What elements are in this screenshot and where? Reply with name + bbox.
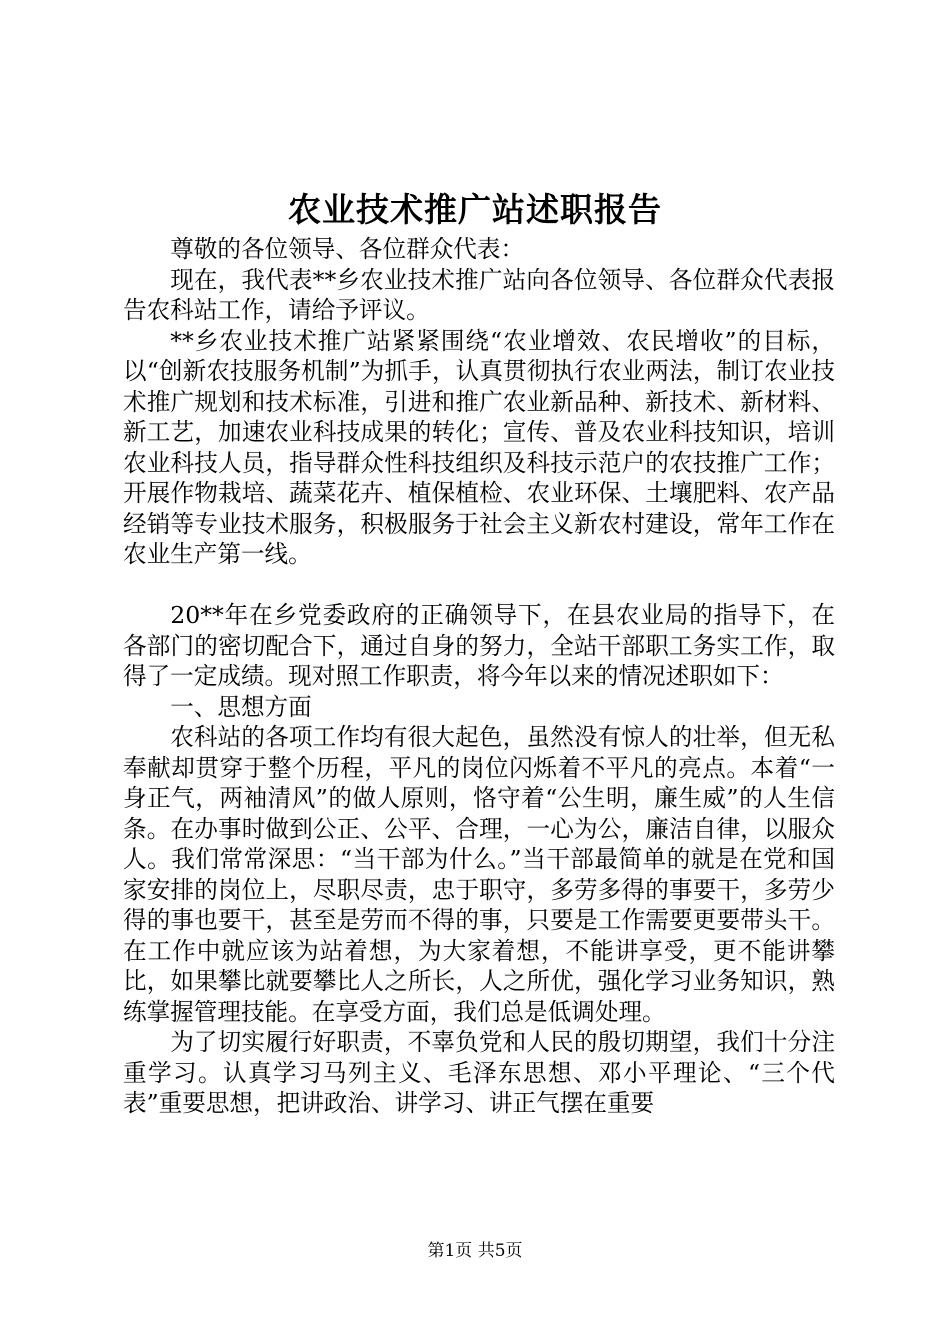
- ideology-paragraph: 农科站的各项工作均有很大起色，虽然没有惊人的壮举，但无私奉献却贯穿于整个历程，平凡的岗位闪烁着不平凡的亮点。本着“一身正气，两袖清风”的做人原则，恪守着“公生明，廉生威”的人生信条。在办事时做到公正、公平、合理，一心为公，廉洁自律，以服众人。我们常常深思：“当干部为什么。”当干部最简单的就是在党和国家安排的岗位上，尽职尽责，忠于职守，多劳多得的事要干，多劳少得的事也要干，甚至是劳而不得的事，只要是工作需要更要带头干。在工作中就应该为站着想，为大家着想，不能讲享受，更不能讲攀比，如果攀比就要攀比人之所长，人之所优，强化学习业务知识，熟练掌握管理技能。在享受方面，我们总是低调处理。: [123, 723, 835, 1026]
- paragraph-spacer: [123, 570, 835, 601]
- salutation-paragraph: 尊敬的各位领导、各位群众代表：: [170, 235, 525, 263]
- page-number-footer: 第1页 共5页: [427, 1241, 523, 1261]
- station-overview-paragraph: **乡农业技术推广站紧紧围绕“农业增效、农民增收”的目标，以“创新农技服务机制”为抓手，认真贯彻执行农业两法，制订农业技术推广规划和技术标准，引进和推广农业新品种、新技术、新材料、新工艺，加速农业科技成果的转化；宣传、普及农业科技知识，培训农业科技人员，指导群众性科技组织及科技示范户的农技推广工作；开展作物栽培、蔬菜花卉、植保植检、农业环保、土壤肥料、农产品经销等专业技术服务，积极服务于社会主义新农村建设，常年工作在农业生产第一线。: [123, 326, 835, 568]
- document-body: [123, 234, 835, 1119]
- section-heading: 一、思想方面: [170, 692, 312, 721]
- intro-paragraph: 现在，我代表**乡农业技术推广站向各位领导、各位群众代表报告农科站工作，请给予评议。: [123, 265, 835, 324]
- year-summary-paragraph: 20**年在乡党委政府的正确领导下，在县农业局的指导下，在各部门的密切配合下，通过自身的努力，全站干部职工务实工作，取得了一定成绩。现对照工作职责，将今年以来的情况述职如下：: [123, 601, 835, 690]
- document-title: 农业技术推广站述职报告: [288, 190, 662, 229]
- study-paragraph: 为了切实履行好职责，不辜负党和人民的殷切期望，我们十分注重学习。认真学习马列主义、毛泽东思想、邓小平理论、“三个代表”重要思想，把讲政治、讲学习、讲正气摆在重要: [123, 1028, 835, 1117]
